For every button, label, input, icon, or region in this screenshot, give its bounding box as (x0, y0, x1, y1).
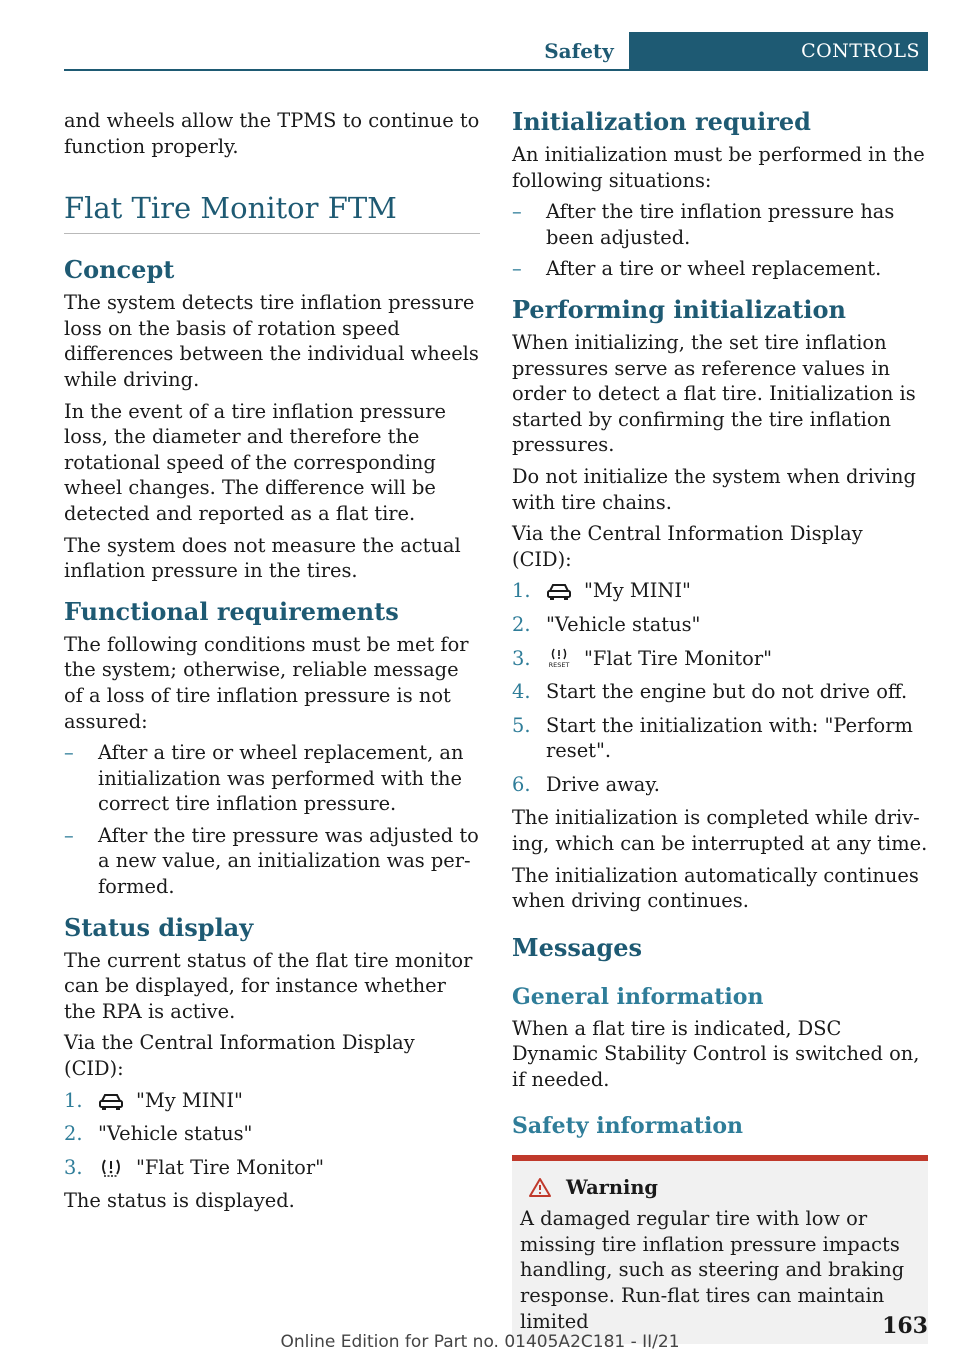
list-item: 3. RESET "Flat Tire Monitor" (512, 646, 773, 670)
status-p1: The current status of the flat tire monitor can be displayed, for instance whether the RPA is active. (64, 948, 473, 1023)
messages-heading: Messages (512, 932, 642, 962)
general-info-p: When a flat tire is indicated, DSC Dynamic Stability Control is switched on, if needed. (512, 1016, 920, 1092)
performing-p2: Do not initialize the system when driving with tire chains. (512, 464, 916, 514)
list-item: 2. "Vehicle status" (512, 612, 701, 636)
functional-heading: Functional requirements (64, 596, 399, 626)
footer-text: Online Edition for Part no. 01405A2C181 - II/21 (280, 1332, 680, 1352)
warning-triangle-icon (528, 1177, 552, 1197)
performing-steps (512, 578, 928, 797)
status-steps (64, 1088, 480, 1181)
performing-p5: The initialization automatically continues when driving continues. (512, 863, 919, 913)
concept-heading: Concept (64, 255, 175, 285)
list-item: 4. Start the engine but do not drive off. (512, 680, 908, 704)
page-title: Flat Tire Monitor FTM (64, 191, 480, 234)
warning-text: A damaged regular tire with low or missing tire inflation pressure impacts handling, such as steering and braking response. Run-flat tires can maintain limited (520, 1207, 905, 1333)
functional-p1: The following conditions must be met for the system; otherwise, reliable message of a loss of tire inflation pressure is not assured: (64, 632, 469, 733)
list-item: 2. "Vehicle status" (64, 1122, 253, 1146)
list-item: – After a tire or wheel replacement. (512, 257, 882, 281)
list-item: 3. "Flat Tire Monitor" (64, 1155, 325, 1179)
list-item: – After the tire inflation pressure has been adjusted. (512, 200, 895, 249)
warning-title: Warning (520, 1175, 920, 1201)
status-p2: Via the Central Information Display (CID): (64, 1031, 415, 1081)
status-heading: Status display (64, 912, 254, 942)
right-column (512, 108, 928, 1344)
performing-p4: The initialization is completed while driving, which can be interrupted at any time. (512, 806, 928, 856)
header-chapter-label: CONTROLS (801, 40, 920, 62)
concept-p1: The system detects tire inflation pressure loss on the basis of rotation speed differences between the individual wheels while driving. (64, 291, 479, 391)
general-info-heading: General information (512, 983, 764, 1010)
list-item: 1. "My MINI" (64, 1088, 243, 1112)
list-item: – After the tire pressure was adjusted to a new value, an initialization was performed. (64, 823, 479, 899)
status-p3: The status is displayed. (64, 1189, 295, 1213)
svg-text:RESET: RESET (548, 660, 570, 668)
car-icon (546, 580, 572, 600)
warning-box (512, 1155, 928, 1345)
performing-heading: Performing initialization (512, 294, 846, 324)
intro-text: and wheels allow the TPMS to continue to function properly. (64, 109, 480, 158)
safety-info-heading: Safety information (512, 1112, 744, 1139)
concept-p3: The system does not measure the actual inflation pressure in the tires. (64, 533, 461, 583)
init-required-p1: An initialization must be performed in the following situations: (512, 143, 925, 192)
header-chapter (629, 32, 928, 70)
list-item: 6. Drive away. (512, 772, 660, 796)
init-required-heading: Initialization required (512, 107, 811, 136)
page-number: 163 (882, 1313, 928, 1339)
performing-p3: Via the Central Information Display (CID): (512, 522, 863, 571)
header-rule (64, 69, 928, 71)
concept-p2: In the event of a tire inflation pressure loss, the diameter and therefore the rotational speed of the corresponding wheel changes. The difference will be detected and reported as a flat tire. (64, 399, 447, 525)
list-item: 1. "My MINI" (512, 579, 691, 603)
init-required-list (512, 199, 928, 282)
performing-p1: When initializing, the set tire inflation pressures serve as reference values in order to detect a flat tire. Initialization is started by confirming the tire inflation pressures. (512, 330, 916, 457)
tire-warning-icon (98, 1157, 124, 1177)
list-item: 5. Start the initialization with: "Perform reset". (512, 713, 913, 763)
left-column (64, 108, 480, 1220)
tire-reset-icon (546, 648, 572, 668)
car-icon (98, 1090, 124, 1110)
functional-list (64, 740, 480, 900)
list-item: – After a tire or wheel replacement, an initialization was performed with the correct tire inflation pressure. (64, 741, 464, 816)
header-section: Safety (544, 39, 614, 63)
